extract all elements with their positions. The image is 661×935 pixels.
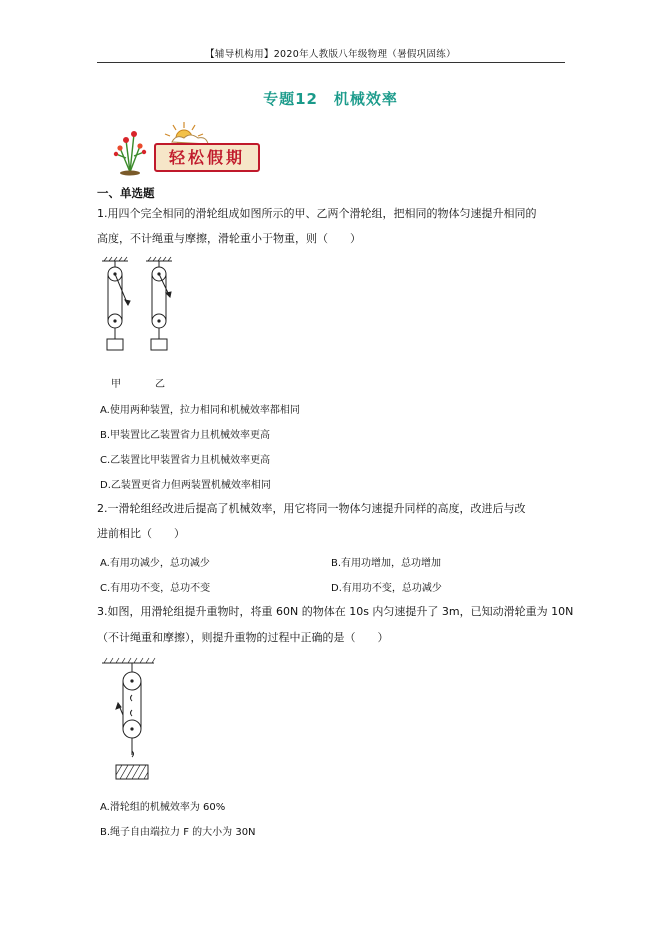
- q3-option-a[interactable]: A.滑轮组的机械效率为 60%: [100, 802, 226, 813]
- q2-option-d[interactable]: D.有用功不变，总功减少: [331, 583, 442, 594]
- q1-text-line1: 1.用四个完全相同的滑轮组成如图所示的甲、乙两个滑轮组，把相同的物体匀速提升相同的: [97, 207, 537, 220]
- section-heading: 一、单选题: [97, 186, 155, 200]
- q1-option-b[interactable]: B.甲装置比乙装置省力且机械效率更高: [100, 430, 271, 441]
- header-rule: [97, 62, 565, 63]
- q1-option-a[interactable]: A.使用两种装置，拉力相同和机械效率都相同: [100, 405, 300, 416]
- q3-pulley-figure: [100, 655, 160, 785]
- q1-option-d[interactable]: D.乙装置更省力但两装置机械效率相同: [100, 480, 271, 491]
- q2-text-line2: 进前相比（ ）: [97, 527, 185, 540]
- q2-option-a[interactable]: A.有用功减少，总功减少: [100, 558, 210, 569]
- q3-text-line2: （不计绳重和摩擦），则提升重物的过程中正确的是（ ）: [97, 631, 389, 644]
- q1-fig-label-yi: 乙: [155, 379, 165, 390]
- banner-text: 轻松假期: [168, 148, 245, 167]
- q3-text-line1: 3.如图，用滑轮组提升重物时，将重 60N 的物体在 10s 内匀速提升了 3m，已知动滑轮重为 10N: [97, 605, 574, 618]
- q2-option-c[interactable]: C.有用功不变，总功不变: [100, 583, 211, 594]
- q2-option-b[interactable]: B.有用功增加，总功增加: [331, 558, 442, 569]
- page-title: 专题12 机械效率: [263, 90, 398, 108]
- q1-text-line2: 高度，不计绳重与摩擦，滑轮重小于物重，则（ ）: [97, 232, 361, 245]
- q2-text-line1: 2.一滑轮组经改进后提高了机械效率，用它将同一物体匀速提升同样的高度，改进后与改: [97, 502, 526, 515]
- q1-option-c[interactable]: C.乙装置比甲装置省力且机械效率更高: [100, 455, 271, 466]
- banner-text-box: [154, 143, 260, 172]
- page-header: 【辅导机构用】2020年人教版八年级物理（暑假巩固练）: [205, 49, 456, 60]
- q1-fig-label-jia: 甲: [111, 379, 121, 390]
- q3-option-b[interactable]: B.绳子自由端拉力 F 的大小为 30N: [100, 827, 256, 838]
- q1-pulley-figure: [100, 255, 180, 390]
